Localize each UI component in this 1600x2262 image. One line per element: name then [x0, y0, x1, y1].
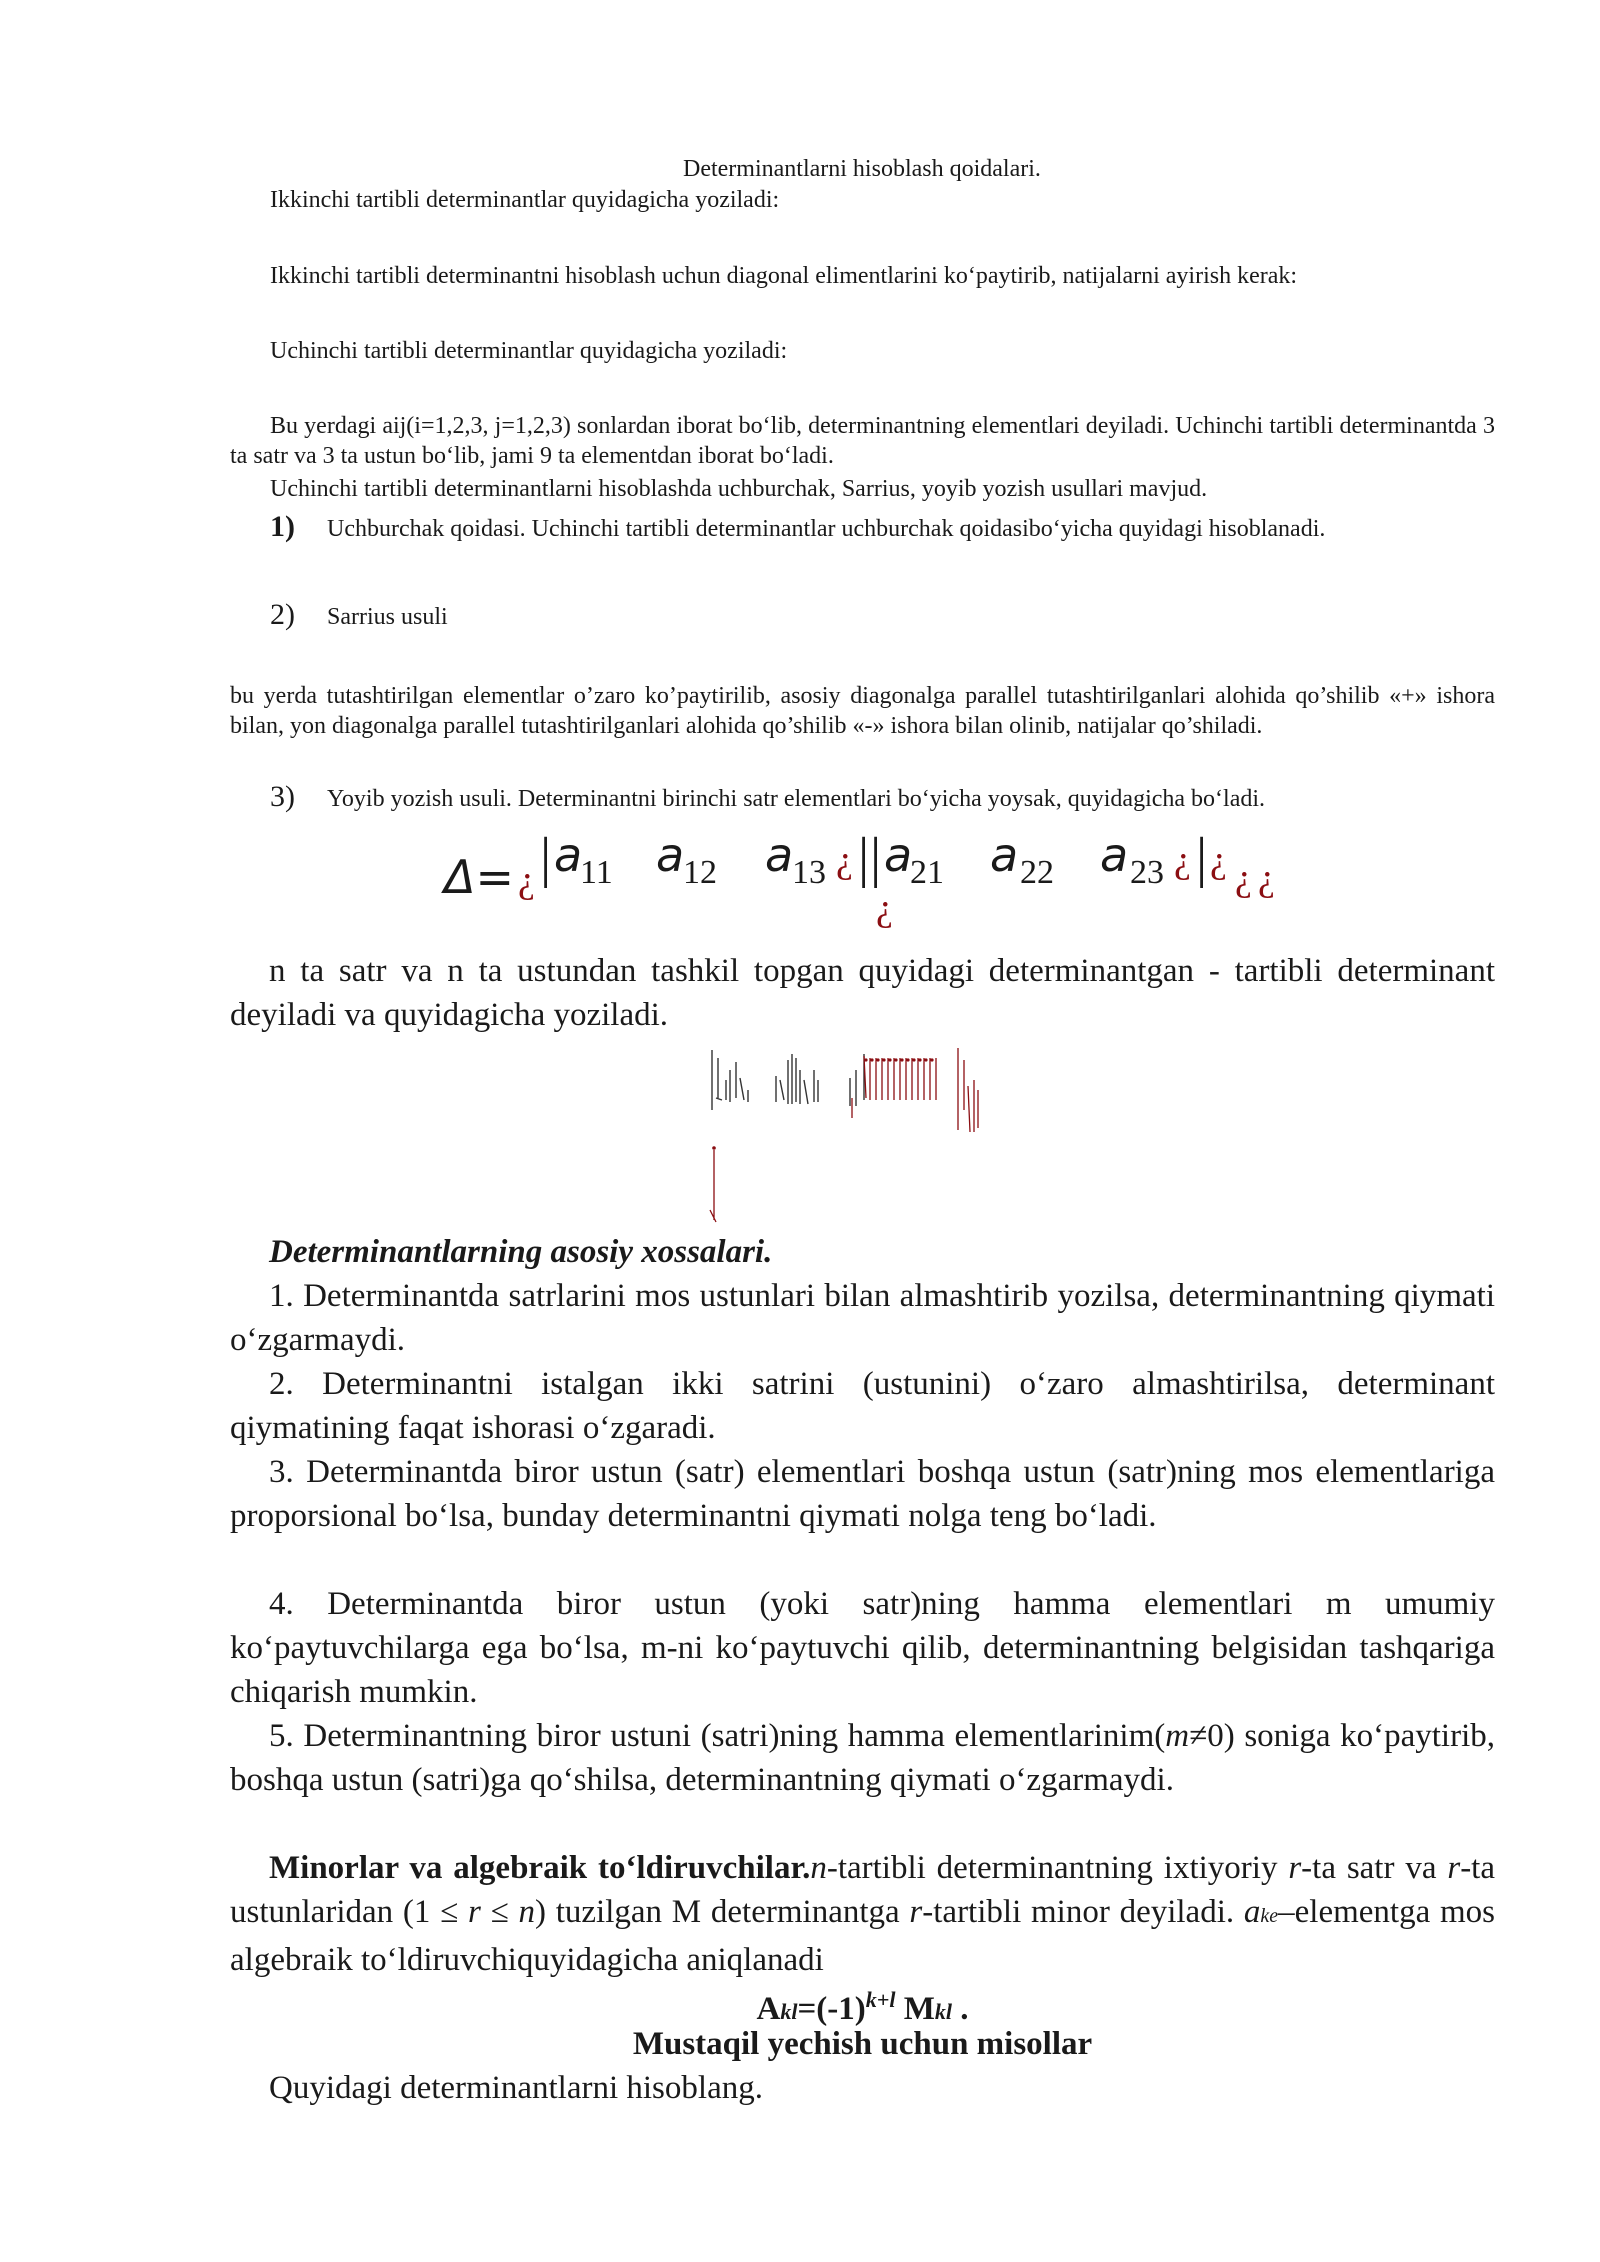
page-title: Determinantlarni hisoblash qoidalari. [683, 156, 1041, 182]
formula-sub-12: 12 [683, 854, 717, 891]
formula-sub-13: 13 [792, 854, 826, 891]
formula-a22: a [990, 828, 1019, 882]
formula-broken-glyph: ¿ [1210, 839, 1227, 881]
formula-broken-glyph: ¿ [518, 859, 535, 901]
method-1-text: Uchburchak qoidasi. Uchinchi tartibli determinantlar uchburchak qoidasibo‘yicha quyidagi hisoblanadi. [327, 516, 1326, 542]
formula-a13: a [765, 828, 794, 882]
paragraph-third-order: Uchinchi tartibli determinantlar quyidagicha yoziladi: [270, 338, 788, 364]
formula-a23: a [1100, 828, 1129, 882]
formula-broken-glyph: ¿ [876, 887, 893, 929]
formula-sub-23: 23 [1130, 854, 1164, 891]
method-1-number: 1) [270, 510, 295, 543]
formula-sub-11: 11 [580, 854, 613, 891]
formula-bar: | [870, 827, 882, 889]
method-2 [270, 599, 448, 633]
section-properties-heading: Determinantlarning asosiy xossalari. [269, 1234, 773, 1270]
formula-a11: a [554, 828, 583, 882]
method-3 [270, 781, 1265, 815]
formula-broken-glyph: ¿ [1235, 857, 1252, 899]
method-3-number: 3) [270, 780, 295, 813]
paragraph-second-order-calc: Ikkinchi tartibli determinantni hisoblash uchun diagonal elimentlarini ko‘paytirib, natijalarni ayirish kerak: [270, 263, 1298, 289]
paragraph-minors: Minorlar va algebraik to‘ldiruvchilar.n-tartibli determinantning ixtiyoriy r-ta satr va r-ta ustunlaridan (1 ≤ r ≤ n) tuzilgan M determinantga r-tartibli minor deyiladi. ake–elementga mos algebraik to‘ldiruvchiquyidagicha aniqlanadi [230, 1850, 1496, 1978]
formula-bar: | [540, 827, 552, 889]
formula-delta: Δ= [444, 850, 515, 904]
paragraph-sarrus-explanation: bu yerda tutashtirilgan elementlar o’zaro ko’paytirilib, asosiy diagonalga parallel tutashtirilganlari alohida qo’shilib «+» ishora bilan, yon diagonalga parallel tutashtirilganlari alohida qo’shilib «-» ishora bilan olinib, natijalar qo’shiladi. [230, 683, 1495, 739]
method-3-text: Yoyib yozish usuli. Determinantni birinchi satr elementlari bo‘yicha yoysak, quyidagicha bo‘ladi. [327, 786, 1266, 812]
expansion-formula [440, 820, 1340, 940]
property-3: 3. Determinantda biror ustun (satr) elementlari boshqa ustun (satr)ning mos elementlariga proporsional bo‘lsa, bunday determinantni qiymati nolga teng bo‘ladi. [230, 1454, 1495, 1534]
formula-a21: a [884, 828, 913, 882]
method-1 [270, 511, 1325, 545]
method-2-text: Sarrius usuli [327, 604, 448, 630]
property-5: 5. Determinantning biror ustuni (satri)ning hamma elementlarinim(m≠0) soniga ko‘paytirib, boshqa ustun (satri)ga qo‘shilsa, determinantning qiymati o‘zgarmaydi. [230, 1718, 1495, 1798]
nth-order-determinant-figure [700, 1040, 1070, 1230]
formula-sub-21: 21 [910, 854, 944, 891]
paragraph-second-order: Ikkinchi tartibli determinantlar quyidagicha yoziladi: [270, 187, 780, 213]
paragraph-exercises: Quyidagi determinantlarni hisoblang. [269, 2070, 763, 2106]
formula-broken-glyph: ¿ [1258, 857, 1275, 899]
algebraic-complement-formula: $Akl=(-1)^{k+l}$ Mkl . [756, 1987, 969, 2027]
formula-broken-glyph: ¿ [836, 839, 853, 881]
property-1: 1. Determinantda satrlarini mos ustunlari bilan almashtirib yozilsa, determinantning qiymati o‘zgarmaydi. [230, 1278, 1495, 1358]
paragraph-nth-order: n ta satr va n ta ustundan tashkil topgan quyidagi determinantgan - tartibli determinant deyiladi va quyidagicha yoziladi. [230, 953, 1495, 1033]
method-2-number: 2) [270, 598, 295, 631]
property-4: 4. Determinantda biror ustun (yoki satr)ning hamma elementlari m umumiy ko‘paytuvchilarga ega bo‘lsa, m-ni ko‘paytuvchi qilib, determinantning belgisidan tashqariga chiqarish mumkin. [230, 1586, 1495, 1710]
formula-broken-glyph: ¿ [1174, 839, 1191, 881]
section-exercises-heading: Mustaqil yechish uchun misollar [632, 2026, 1093, 2062]
formula-bar: | [858, 827, 870, 889]
paragraph-elements: Bu yerdagi aij(i=1,2,3, j=1,2,3) sonlardan iborat bo‘lib, determinantning elementlari deyiladi. Uchinchi tartibli determinantda 3 ta satr va 3 ta ustun bo‘lib, jami 9 ta elementdan iborat bo‘ladi. [230, 413, 1495, 469]
formula-bar: | [1196, 827, 1208, 889]
paragraph-methods: Uchinchi tartibli determinantlarni hisoblashda uchburchak, Sarrius, yoyib yozish usullari mavjud. [270, 476, 1208, 502]
formula-sub-22: 22 [1020, 854, 1054, 891]
property-2: 2. Determinantni istalgan ikki satrini (ustunini) o‘zaro almashtirilsa, determinant qiymatining faqat ishorasi o‘zgaradi. [230, 1366, 1495, 1446]
formula-a12: a [656, 828, 685, 882]
